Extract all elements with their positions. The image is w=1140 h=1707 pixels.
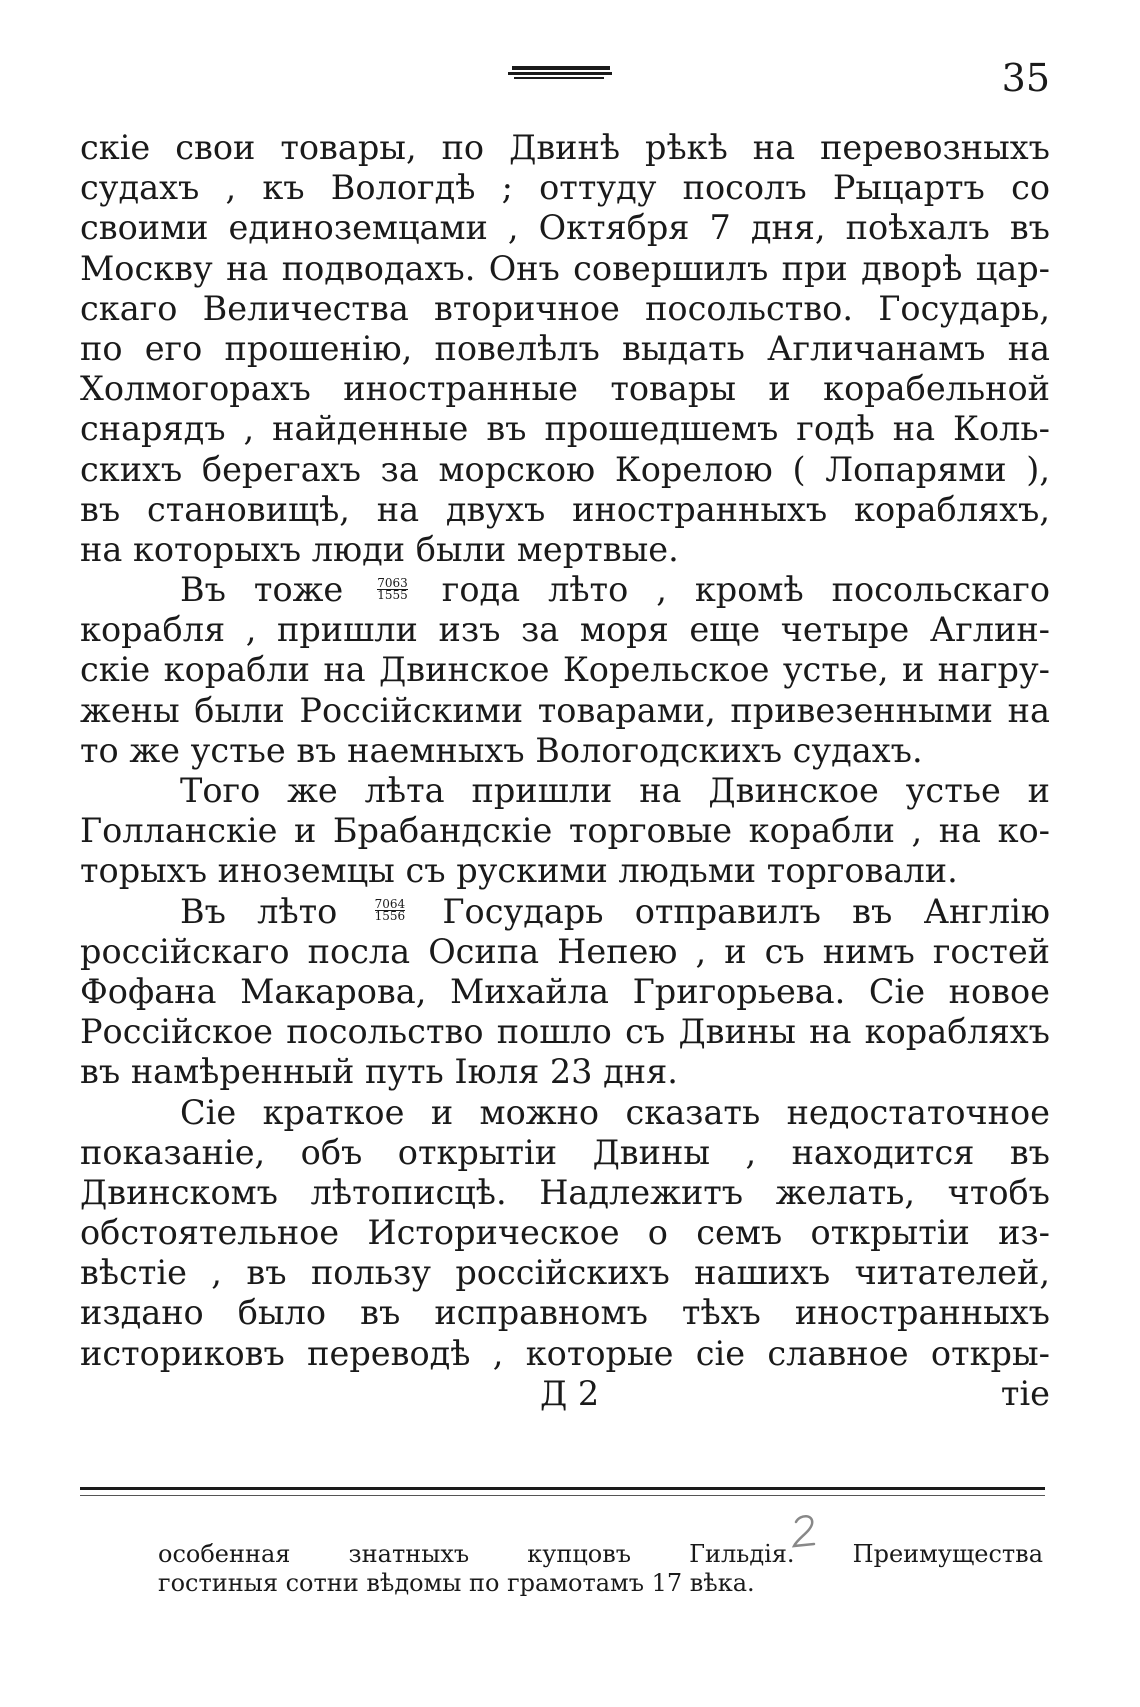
text-line: по его прошенію, повелѣлъ выдать Агличанамъ на bbox=[80, 328, 1050, 368]
footnote bbox=[158, 1540, 1043, 1598]
text-line: судахъ , къ Вологдѣ ; оттуду посолъ Рыцартъ со bbox=[80, 168, 1050, 208]
text-line: Фофана Макарова, Михайла Григорьева. Сіе новое bbox=[80, 971, 1050, 1011]
paragraph-1 bbox=[80, 128, 1050, 570]
paragraph-5 bbox=[80, 1093, 1050, 1374]
text-line-with-year bbox=[80, 892, 1050, 932]
text-line: то же устье въ наемныхъ Вологодскихъ судахъ. bbox=[80, 730, 923, 770]
text-line: вѣстіе , въ пользу россійскихъ нашихъ читателей, bbox=[80, 1253, 1050, 1293]
text-line: на которыхъ люди были мертвые. bbox=[80, 529, 679, 569]
text-line: показаніе, объ открытіи Двины , находится въ bbox=[80, 1132, 1050, 1172]
text-line: Того же лѣта пришли на Двинское устье и bbox=[180, 771, 1050, 810]
text-line: Двинскомъ лѣтописцѣ. Надлежитъ желать, чтобъ bbox=[80, 1172, 1050, 1212]
text-fragment: Въ тоже bbox=[180, 570, 344, 610]
text-line: Голланскіе и Брабандскіе торговые корабли , на ко- bbox=[80, 811, 1050, 851]
text-line-with-year bbox=[80, 570, 1050, 610]
main-text bbox=[80, 128, 1050, 1414]
paragraph-3 bbox=[80, 771, 1050, 892]
page-number: 35 bbox=[1001, 56, 1050, 100]
text-line: Сіе краткое и можно сказать недостаточное bbox=[180, 1092, 1050, 1132]
signature-mark: Д 2 bbox=[540, 1373, 600, 1413]
text-line: Холмогорахъ иностранные товары и корабельной bbox=[80, 369, 1050, 409]
text-line: обстоятельное Историческое о семъ открытіи из- bbox=[80, 1213, 1050, 1253]
year-fraction bbox=[375, 899, 406, 922]
text-fragment: года лѣто , кромѣ посольскаго bbox=[441, 570, 1050, 610]
text-line: въ намѣренный путь Іюля 23 дня. bbox=[80, 1052, 678, 1092]
text-line: скіе корабли на Двинское Корельское устье, и нагру- bbox=[80, 650, 1050, 690]
footnote-divider-thin bbox=[80, 1495, 1045, 1496]
year-fraction bbox=[377, 575, 408, 602]
text-line: историковъ переводѣ , которые сіе славное откры- bbox=[80, 1333, 1050, 1373]
year-top: 7064 bbox=[374, 897, 406, 912]
year-bottom: 1556 bbox=[374, 909, 406, 924]
text-line: скихъ берегахъ за морскою Корелою ( Лопарями ), bbox=[80, 449, 1050, 489]
catchword: тіе bbox=[1000, 1373, 1050, 1413]
text-fragment: Въ лѣто bbox=[180, 891, 338, 931]
text-line: скаго Величества вторичное посольство. Государь, bbox=[80, 288, 1050, 328]
text-line: скіе свои товары, по Двинѣ рѣкѣ на перевозныхъ bbox=[80, 128, 1050, 167]
year-top: 7063 bbox=[377, 575, 408, 590]
signature-line bbox=[80, 1374, 1050, 1414]
text-line: торыхъ иноземцы съ рускими людьми торговали. bbox=[80, 851, 958, 891]
text-line: въ становищѣ, на двухъ иностранныхъ корабляхъ, bbox=[80, 489, 1050, 529]
text-line: жены были Россійскими товарами, привезенными на bbox=[80, 690, 1050, 730]
header-ornament-rule bbox=[508, 66, 612, 80]
footnote-divider bbox=[80, 1487, 1045, 1490]
text-line: снарядъ , найденные въ прошедшемъ годѣ на Коль- bbox=[80, 409, 1050, 449]
text-line: корабля , пришли изъ за моря еще четыре Аглин- bbox=[80, 610, 1050, 650]
text-line: Москву на подводахъ. Онъ совершилъ при дворѣ цар- bbox=[80, 248, 1050, 288]
text-fragment: Государь отправилъ въ Англію bbox=[442, 891, 1050, 931]
text-line: издано было въ исправномъ тѣхъ иностранныхъ bbox=[80, 1293, 1050, 1333]
paragraph-4 bbox=[80, 892, 1050, 1093]
footnote-line: гостиныя сотни вѣдомы по грамотамъ 17 вѣка. bbox=[158, 1569, 755, 1597]
text-line: Россійское посольство пошло съ Двины на корабляхъ bbox=[80, 1012, 1050, 1052]
footnote-line: особенная знатныхъ купцовъ Гильдія. Преимущества bbox=[158, 1540, 1043, 1568]
year-bottom: 1555 bbox=[377, 587, 408, 602]
text-line: россійскаго посла Осипа Непею , и съ нимъ гостей bbox=[80, 931, 1050, 971]
text-line: своими единоземцами , Октября 7 дня, поѣхалъ въ bbox=[80, 208, 1050, 248]
paragraph-2 bbox=[80, 570, 1050, 771]
